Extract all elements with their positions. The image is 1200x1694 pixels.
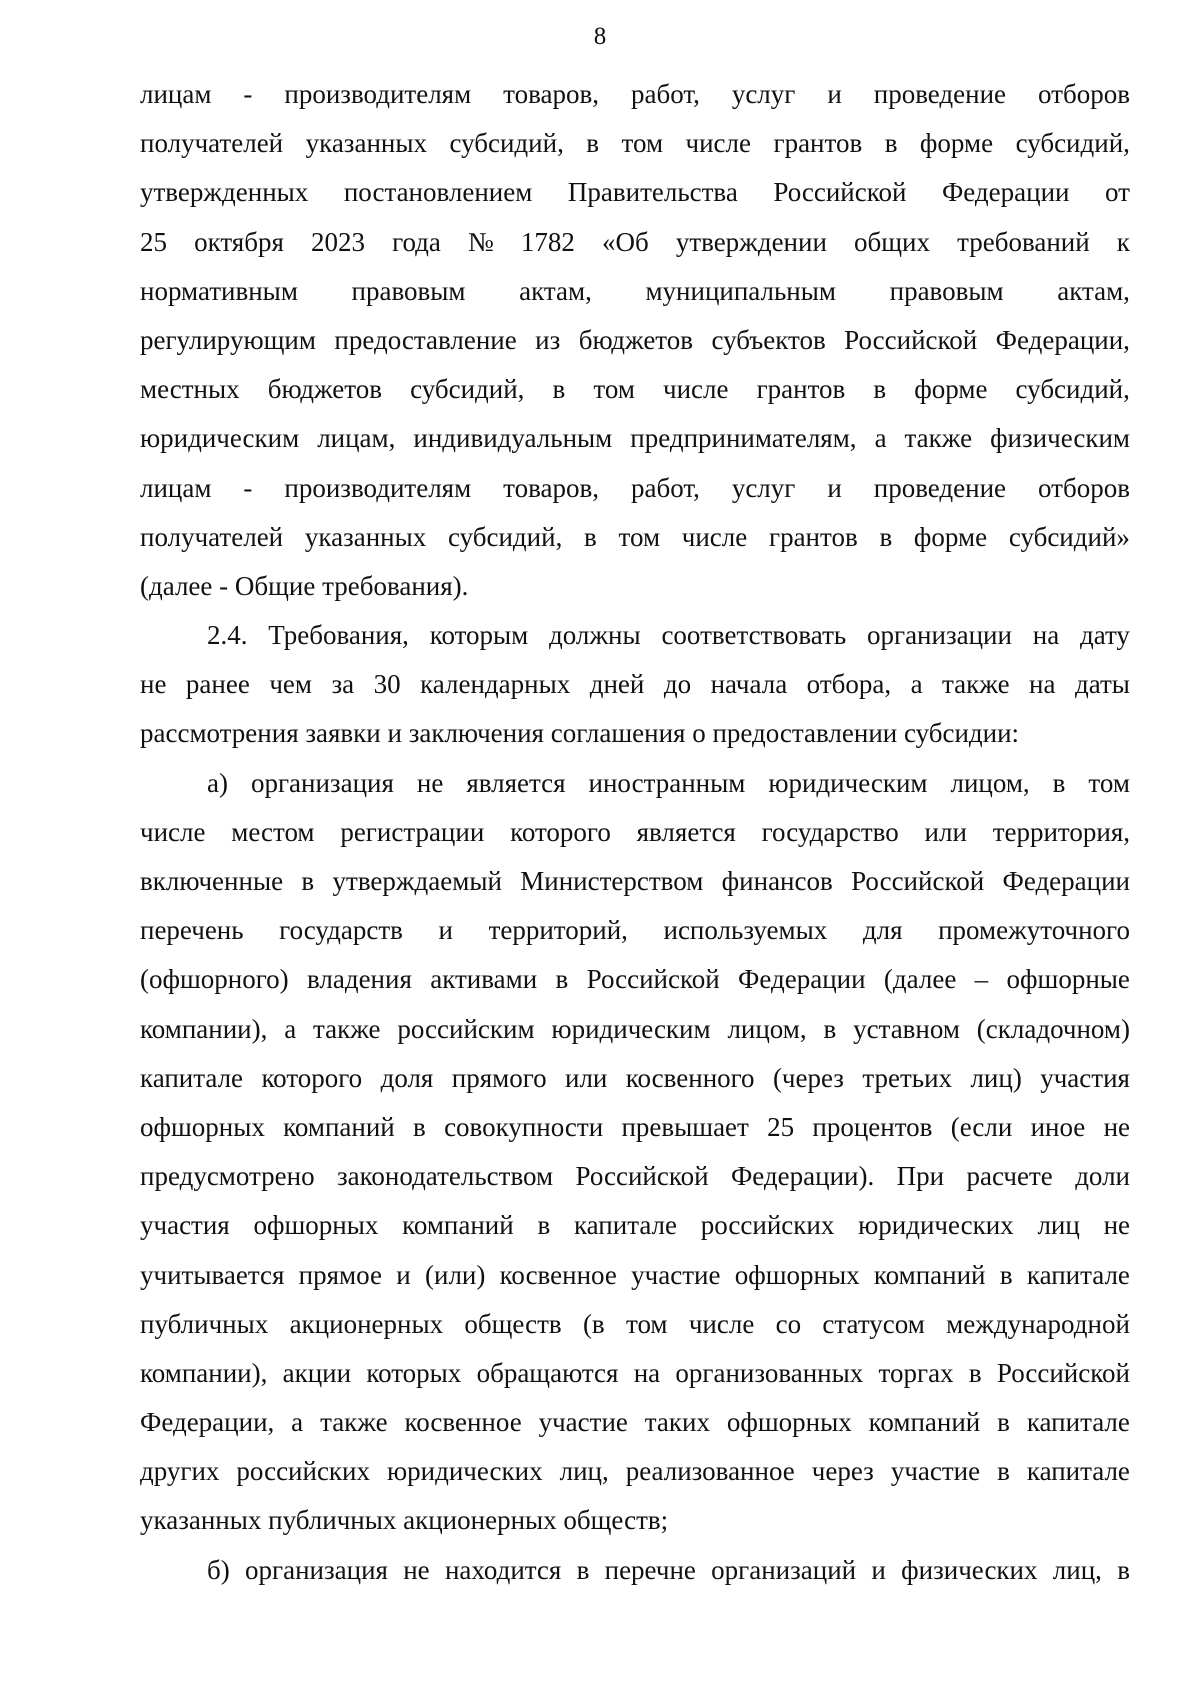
word: отборов	[1038, 79, 1130, 109]
word: грантов	[773, 128, 863, 159]
word: «Об	[601, 226, 649, 257]
word: через	[811, 1456, 874, 1487]
word: организаций	[711, 1554, 857, 1585]
word: (складочном)	[976, 1013, 1130, 1044]
word: местных	[140, 374, 240, 405]
word: компании),	[140, 1357, 268, 1388]
word: года	[392, 226, 441, 257]
word: не	[1103, 1111, 1130, 1142]
word: Министерством	[520, 866, 704, 896]
word: или	[565, 1062, 608, 1093]
text-line	[140, 759, 1130, 808]
word: получателей	[140, 128, 284, 159]
word: в	[823, 1013, 837, 1044]
word: компании),	[140, 1013, 268, 1044]
text-line	[140, 218, 1130, 267]
text-line	[140, 906, 1130, 955]
word: офшорных	[140, 1111, 265, 1142]
word: лицом,	[727, 1013, 807, 1044]
word: (через	[772, 1062, 844, 1093]
word: утверждении	[675, 226, 827, 257]
word: производителям	[284, 472, 472, 503]
word: том	[621, 128, 664, 159]
word: Федерации	[941, 177, 1070, 208]
word: юридическим	[551, 1013, 711, 1044]
text-line	[140, 316, 1130, 365]
word: международной	[946, 1308, 1130, 1339]
text-line	[140, 955, 1130, 1004]
word: календарных	[420, 669, 571, 700]
word: услуг	[731, 472, 796, 503]
word: №	[468, 226, 494, 257]
word: том	[626, 1308, 668, 1339]
word: российских	[236, 1456, 370, 1487]
word: услуг	[731, 79, 796, 109]
word: которым	[429, 620, 529, 651]
word: компаний	[868, 1407, 981, 1438]
word: реализованное	[625, 1456, 795, 1487]
word: форме	[913, 521, 988, 552]
word: При	[896, 1161, 945, 1192]
document-body	[140, 70, 1130, 1595]
word: в	[586, 128, 600, 159]
line-text: рассмотрения заявки и заключения соглашения о предоставлении субсидии:	[140, 718, 1020, 749]
word: лицам	[140, 79, 212, 109]
line-text: указанных публичных акционерных обществ;	[140, 1505, 669, 1536]
word: субсидий,	[447, 521, 563, 552]
word: а	[291, 1407, 304, 1438]
word: и	[871, 1554, 886, 1585]
word: предоставление	[334, 324, 517, 355]
word: в	[999, 1259, 1013, 1290]
word: в	[413, 1111, 426, 1142]
word: лицам,	[317, 423, 396, 454]
word: косвенное	[404, 1407, 522, 1438]
word: доля	[380, 1062, 434, 1093]
word: также	[313, 1013, 381, 1044]
word: перечень	[140, 915, 244, 946]
word: участия	[1040, 1062, 1130, 1093]
word: государство	[761, 816, 899, 847]
word: лицам	[140, 472, 212, 503]
word: в	[997, 1456, 1010, 1487]
word: 25	[140, 226, 167, 257]
word: не	[140, 669, 167, 700]
word: -	[243, 79, 253, 109]
word: акции	[282, 1357, 352, 1388]
word: которого	[261, 1062, 363, 1093]
word: юридическим	[768, 767, 928, 798]
text-line	[140, 709, 1130, 758]
word: уставном	[853, 1013, 960, 1044]
word: 2023	[310, 226, 365, 257]
text-line	[140, 1251, 1130, 1300]
word: к	[1116, 226, 1130, 257]
word: участия	[140, 1210, 230, 1241]
word: том	[618, 521, 661, 552]
word: промежуточного	[938, 915, 1130, 946]
word: (или)	[425, 1259, 486, 1290]
word: требований	[957, 226, 1090, 257]
word: работ,	[630, 472, 700, 503]
word: владения	[306, 964, 412, 995]
word: 1782	[520, 226, 575, 257]
text-line	[140, 562, 1130, 611]
word: иностранным	[588, 767, 746, 798]
word: компаний	[283, 1111, 395, 1142]
word: за	[331, 669, 355, 700]
word: российских	[700, 1210, 835, 1241]
word: капитале	[573, 1210, 677, 1241]
word: лиц	[1037, 1210, 1080, 1241]
word: общих	[854, 226, 930, 257]
word: территорий,	[488, 915, 628, 946]
word: в	[879, 521, 893, 552]
word: Российской	[773, 177, 907, 208]
word: в	[968, 1357, 982, 1388]
word: включенные	[140, 866, 284, 896]
word: со	[775, 1308, 802, 1339]
word: компаний	[873, 1259, 986, 1290]
text-line	[140, 1398, 1130, 1447]
word: финансов	[721, 866, 833, 896]
word: косвенное	[499, 1259, 617, 1290]
word: –	[974, 964, 989, 995]
word: из	[535, 324, 561, 355]
text-line	[140, 1349, 1130, 1398]
word: лиц,	[559, 1456, 609, 1487]
word: участие	[631, 1259, 721, 1290]
word: указанных	[305, 128, 427, 159]
word: не	[416, 767, 444, 798]
word: является	[636, 816, 736, 847]
word: также	[942, 669, 1010, 700]
word: иное	[1030, 1111, 1086, 1142]
word: числе	[685, 128, 752, 159]
word: соответствовать	[661, 620, 847, 651]
text-line	[140, 808, 1130, 857]
word: товаров,	[503, 79, 599, 109]
word: прямое	[298, 1259, 382, 1290]
word: находится	[444, 1554, 562, 1585]
word: 30	[373, 669, 401, 700]
word: постановлением	[343, 177, 533, 208]
word: обращаются	[476, 1357, 619, 1388]
word: (офшорного)	[140, 964, 289, 995]
text-line	[140, 1546, 1130, 1595]
word: используемых	[663, 915, 828, 946]
word: форме	[914, 374, 988, 405]
word: лиц)	[970, 1062, 1022, 1093]
word: на	[1032, 620, 1060, 651]
word: в	[584, 521, 597, 552]
word: октября	[194, 226, 284, 257]
word: товаров,	[503, 472, 599, 503]
word: указанных	[304, 521, 427, 552]
word: является	[466, 767, 566, 798]
word: совокупности	[444, 1111, 604, 1142]
word: государств	[279, 915, 403, 946]
word: и	[396, 1259, 411, 1290]
text-line	[140, 1300, 1130, 1349]
word: субсидий,	[1015, 128, 1130, 159]
word: бюджетов	[578, 324, 693, 355]
text-line	[140, 1496, 1130, 1545]
text-line	[140, 1447, 1130, 1496]
word: участие	[890, 1456, 981, 1487]
word: статусом	[822, 1308, 925, 1339]
word: публичных	[140, 1308, 269, 1339]
word: на	[633, 1357, 661, 1388]
text-line	[140, 611, 1130, 660]
word: законодательством	[337, 1161, 554, 1192]
word: превышает	[621, 1111, 749, 1142]
word: Федерации).	[730, 1161, 875, 1192]
word: косвенного	[625, 1062, 755, 1093]
word: компаний	[402, 1210, 514, 1241]
word: не	[403, 1554, 430, 1585]
text-line	[140, 1152, 1130, 1201]
word: также	[904, 423, 973, 454]
page-number: 8	[593, 23, 607, 50]
word: в	[537, 1210, 551, 1241]
word: и	[438, 915, 453, 946]
text-line	[140, 267, 1130, 316]
word: (если	[950, 1111, 1013, 1142]
word: местом	[231, 816, 315, 847]
word: или	[924, 816, 967, 847]
word: должны	[549, 620, 641, 651]
word: Российской	[844, 324, 978, 355]
text-line	[140, 414, 1130, 463]
word: для	[862, 915, 903, 946]
line-text: (далее - Общие требования).	[140, 570, 469, 601]
word: обществ	[464, 1308, 562, 1339]
word: организация	[245, 1554, 388, 1585]
word: а	[910, 669, 923, 700]
word: Федерации	[738, 964, 866, 995]
word: от	[1105, 177, 1130, 208]
text-line	[140, 513, 1130, 562]
word: в	[1052, 767, 1066, 798]
word: в	[873, 374, 887, 405]
word: Российской	[996, 1357, 1130, 1388]
word: Федерации,	[995, 324, 1130, 355]
text-line	[140, 1005, 1130, 1054]
word: актам,	[519, 275, 592, 306]
word: в	[555, 964, 569, 995]
word: нормативным	[140, 275, 298, 306]
word: регулирующим	[140, 324, 316, 355]
word: организации	[867, 620, 1012, 651]
word: офшорных	[726, 1407, 852, 1438]
word: и	[827, 472, 842, 503]
text-line	[140, 70, 1130, 119]
word: организация	[250, 767, 394, 798]
word: капитале	[1026, 1259, 1130, 1290]
word: лиц,	[1052, 1554, 1102, 1585]
word: в	[997, 1407, 1010, 1438]
word: в	[884, 128, 898, 159]
word: Федерации,	[140, 1407, 275, 1438]
word: участие	[538, 1407, 628, 1438]
word: проведение	[873, 79, 1007, 109]
word: 2.4.	[207, 620, 248, 651]
word: учитывается	[140, 1259, 285, 1290]
word: отборов	[1038, 472, 1130, 503]
word: третьих	[862, 1062, 953, 1093]
word: акционерных	[289, 1308, 444, 1339]
word: субъектов	[711, 324, 826, 355]
word: утверждаемый	[332, 866, 502, 896]
word: офшорных	[253, 1210, 379, 1241]
word: офшорные	[1006, 964, 1130, 995]
word: утвержденных	[140, 177, 309, 208]
word: перечне	[604, 1554, 696, 1585]
text-line	[140, 1201, 1130, 1250]
word: субсидий,	[410, 374, 525, 405]
word: правовым	[351, 275, 466, 306]
word: до	[663, 669, 692, 700]
word: том	[593, 374, 635, 405]
word: грантов	[756, 374, 846, 405]
word: грантов	[769, 521, 858, 552]
word: а	[284, 1013, 297, 1044]
word: муниципальным	[645, 275, 836, 306]
word: в	[552, 374, 566, 405]
word: работ,	[630, 79, 700, 109]
word: юридических	[387, 1456, 543, 1487]
word: Российской	[851, 866, 985, 896]
word: начала	[710, 669, 788, 700]
word: форме	[919, 128, 994, 159]
word: в	[1117, 1554, 1130, 1585]
word: том	[1088, 767, 1130, 798]
word: -	[243, 472, 253, 503]
word: (далее	[883, 964, 957, 995]
word: проведение	[873, 472, 1007, 503]
word: капитале	[140, 1062, 244, 1093]
word: доли	[1075, 1161, 1130, 1192]
word: в	[576, 1554, 590, 1585]
text-line	[140, 857, 1130, 906]
word: предусмотрено	[140, 1161, 315, 1192]
word: лицом,	[950, 767, 1030, 798]
text-line	[140, 1103, 1130, 1152]
word: на	[1029, 669, 1056, 700]
word: отбора,	[806, 669, 892, 700]
word: регистрации	[340, 816, 485, 847]
text-line	[140, 1054, 1130, 1103]
word: субсидий»	[1008, 521, 1130, 552]
word: расчете	[966, 1161, 1053, 1192]
word: числе	[663, 374, 729, 405]
word: бюджетов	[267, 374, 382, 405]
word: дату	[1079, 620, 1130, 651]
word: капитале	[1026, 1407, 1130, 1438]
word: ранее	[185, 669, 250, 700]
word: предпринимателям,	[630, 423, 857, 454]
word: числе	[140, 816, 206, 847]
word: числе	[681, 521, 748, 552]
word: таких	[644, 1407, 710, 1438]
word: юридических	[858, 1210, 1014, 1241]
word: также	[320, 1407, 388, 1438]
word: (в	[582, 1308, 605, 1339]
word: Российской	[586, 964, 720, 995]
word: Правительства	[567, 177, 738, 208]
word: активами	[430, 964, 538, 995]
word: физическим	[990, 423, 1130, 454]
word: б)	[207, 1554, 230, 1585]
word: Российской	[575, 1161, 709, 1192]
word: Требования,	[268, 620, 409, 651]
word: субсидий,	[1015, 374, 1130, 405]
text-line	[140, 464, 1130, 513]
word: других	[140, 1456, 220, 1487]
word: торгах	[878, 1357, 954, 1388]
text-line	[140, 365, 1130, 414]
word: индивидуальным	[413, 423, 613, 454]
text-line	[140, 119, 1130, 168]
word: и	[827, 79, 842, 109]
word: даты	[1074, 669, 1130, 700]
word: территория,	[992, 816, 1130, 847]
word: субсидий,	[449, 128, 564, 159]
word: физических	[901, 1554, 1038, 1585]
word: а)	[207, 767, 228, 798]
word: правовым	[889, 275, 1004, 306]
word: получателей	[140, 521, 284, 552]
word: актам,	[1057, 275, 1130, 306]
text-line	[140, 168, 1130, 217]
word: которых	[366, 1357, 462, 1388]
word: процентов	[812, 1111, 933, 1142]
word: юридическим	[140, 423, 300, 454]
word: а	[874, 423, 887, 454]
text-line	[140, 660, 1130, 709]
word: прямого	[451, 1062, 547, 1093]
word: офшорных	[734, 1259, 860, 1290]
word: Федерации	[1002, 866, 1130, 896]
word: числе	[688, 1308, 755, 1339]
word: которого	[510, 816, 611, 847]
word: капитале	[1026, 1456, 1130, 1487]
word: в	[301, 866, 315, 896]
word: дней	[589, 669, 645, 700]
word: российским	[397, 1013, 535, 1044]
word: организованных	[675, 1357, 864, 1388]
word: производителям	[284, 79, 472, 109]
word: не	[1103, 1210, 1130, 1241]
word: чем	[269, 669, 312, 700]
word: 25	[767, 1111, 795, 1142]
